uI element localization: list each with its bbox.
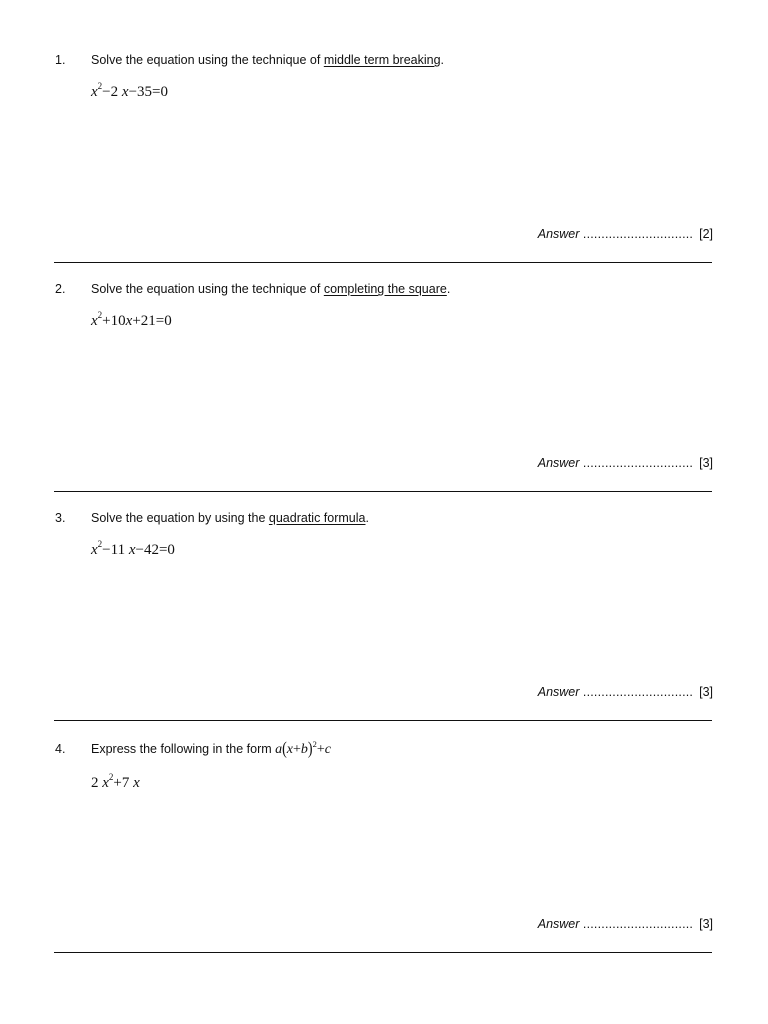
answer-label: Answer <box>537 456 580 470</box>
section-divider <box>54 952 712 953</box>
variable: x <box>102 775 109 791</box>
section-divider <box>54 720 712 721</box>
answer-label: Answer <box>537 685 580 699</box>
term: −42=0 <box>135 542 175 558</box>
prompt-end: . <box>446 282 451 296</box>
variable: b <box>300 742 308 757</box>
marks: [3] <box>699 456 713 470</box>
exponent: 2 <box>108 772 114 782</box>
question-prompt <box>91 282 450 296</box>
answer-blank[interactable]: .............................. <box>582 685 694 699</box>
coefficient: 2 <box>91 775 99 791</box>
answer-blank[interactable]: .............................. <box>582 917 694 931</box>
variable: x <box>91 313 98 329</box>
answer-blank[interactable]: .............................. <box>582 227 694 241</box>
question-prompt <box>91 511 369 525</box>
paren: ) <box>307 740 313 759</box>
exponent: 2 <box>97 81 103 91</box>
exponent: 2 <box>97 310 103 320</box>
equation <box>91 310 172 330</box>
marks: [3] <box>699 917 713 931</box>
marks: [2] <box>699 227 713 241</box>
equation <box>91 539 175 559</box>
prompt-end: . <box>440 53 445 67</box>
term: +10 <box>102 313 126 329</box>
prompt-text: Solve the equation by using the <box>91 511 269 525</box>
expression <box>91 772 140 792</box>
term: −2 <box>102 84 119 100</box>
equation <box>91 81 168 101</box>
technique-name: quadratic formula <box>268 511 366 525</box>
technique-name: completing the square <box>323 282 447 296</box>
answer-line <box>538 917 713 931</box>
question-prompt <box>91 53 444 67</box>
prompt-text: Solve the equation using the technique of <box>91 53 324 67</box>
question-prompt <box>91 739 331 759</box>
section-divider <box>54 262 712 263</box>
answer-line <box>538 227 713 241</box>
prompt-text: Solve the equation using the technique of <box>91 282 324 296</box>
variable: x <box>125 313 133 329</box>
question-number: 4. <box>55 742 66 756</box>
question-number: 2. <box>55 282 66 296</box>
variable: x <box>133 775 140 791</box>
operator: + <box>316 742 325 757</box>
paren: ( <box>282 740 287 759</box>
marks: [3] <box>699 685 713 699</box>
variable: x <box>91 542 98 558</box>
variable: c <box>324 742 331 757</box>
target-form <box>275 739 331 759</box>
answer-label: Answer <box>537 917 580 931</box>
answer-blank[interactable]: .............................. <box>582 456 694 470</box>
term: −11 <box>102 542 126 558</box>
prompt-end: . <box>365 511 369 525</box>
exponent: 2 <box>312 739 317 749</box>
technique-name: middle term breaking <box>323 53 441 67</box>
section-divider <box>54 491 712 492</box>
answer-line <box>538 685 713 699</box>
term: +7 <box>113 775 130 791</box>
question-number: 3. <box>55 511 66 525</box>
answer-line <box>538 456 713 470</box>
exponent: 2 <box>97 539 103 549</box>
variable: x <box>91 84 98 100</box>
operator: + <box>293 742 301 757</box>
term: −35=0 <box>128 84 168 100</box>
term: +21=0 <box>132 313 172 329</box>
question-number: 1. <box>55 53 66 67</box>
answer-label: Answer <box>537 227 580 241</box>
variable: x <box>128 542 136 558</box>
variable: x <box>286 742 294 757</box>
variable: x <box>121 84 129 100</box>
prompt-text: Express the following in the form <box>91 742 276 756</box>
variable: a <box>275 742 283 757</box>
